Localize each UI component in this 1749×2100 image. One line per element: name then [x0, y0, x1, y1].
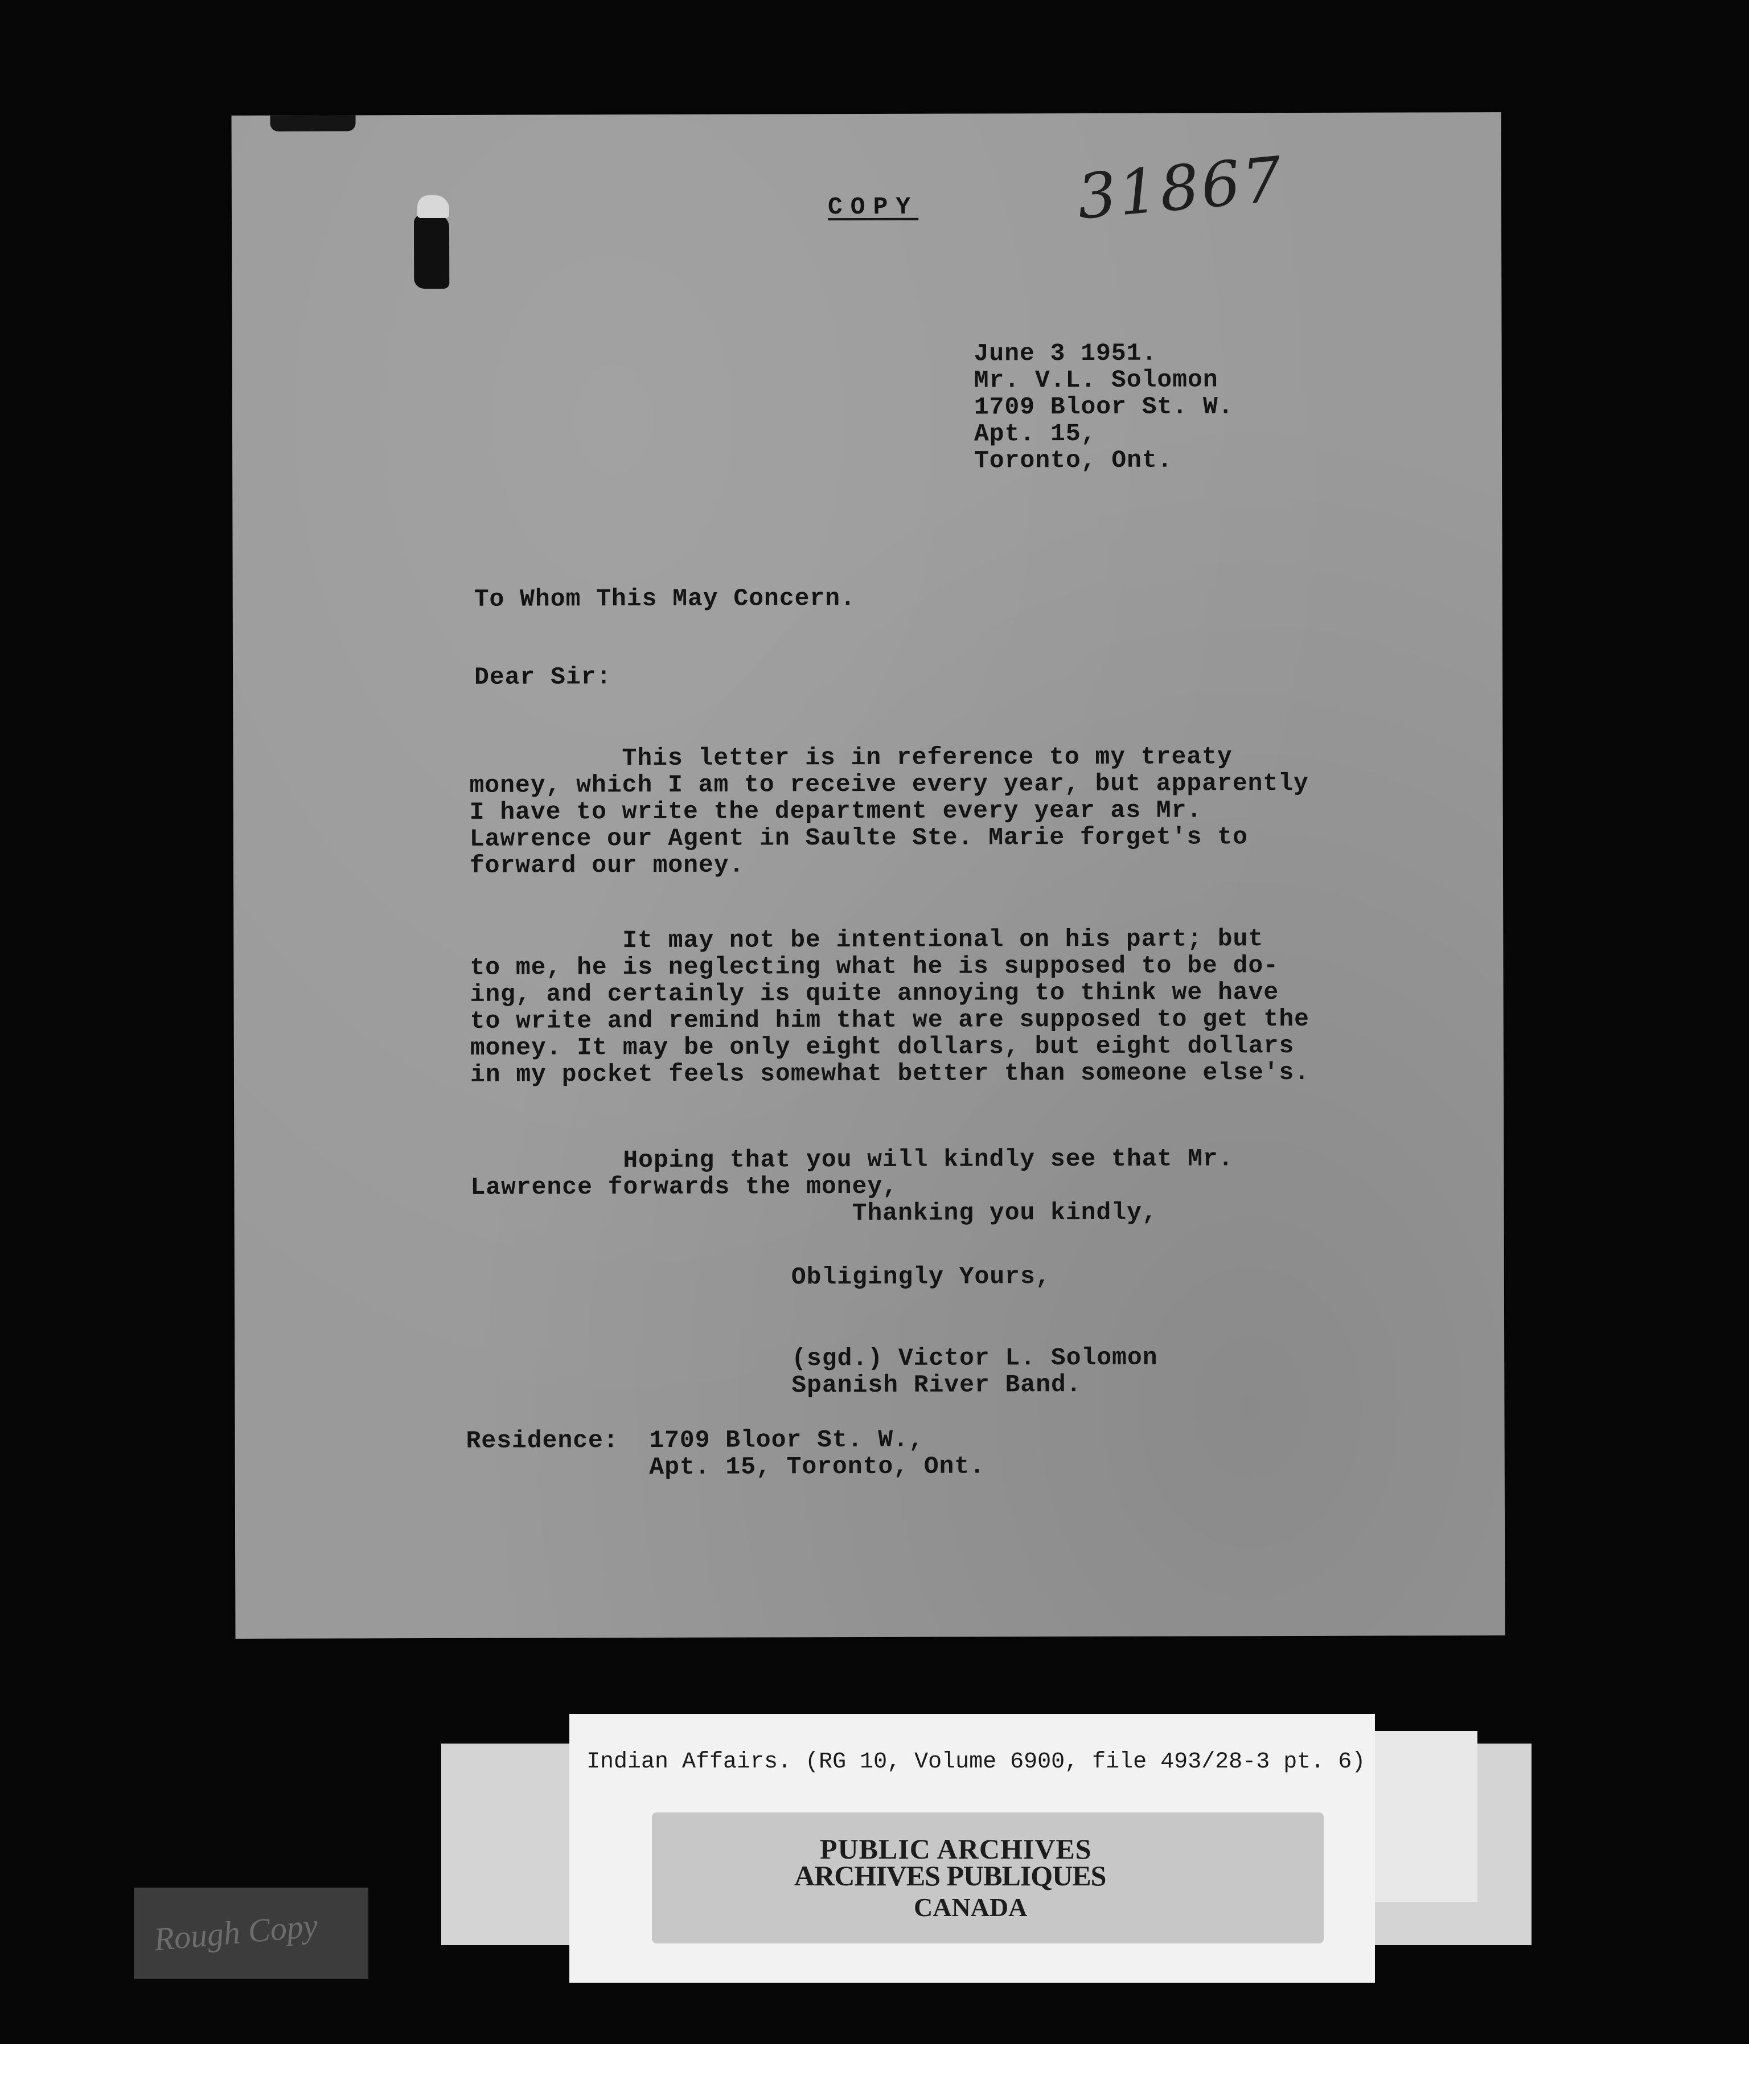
salutation: Dear Sir:: [474, 663, 612, 691]
letter-date: June 3 1951.: [974, 339, 1157, 368]
archive-label-tab: [1375, 1731, 1477, 1902]
stamp-line-archives-publiques: ARCHIVES PUBLIQUES: [794, 1860, 1106, 1892]
pin-hole-mark: [414, 215, 449, 289]
paragraph-3: Hoping that you will kindly see that Mr. Lawrence forwards the money, Thanking you kindly,: [470, 1145, 1234, 1228]
paragraph-2: It may not be intentional on his part; but to me, he is neglecting what he is supposed to be do- ing, and certainly is quite annoying to think we have to write and remind him that we are supposed to get the money. It may be only eight dollars, but eight dollars in my pocket feels somewhat better than someone else's.: [470, 925, 1310, 1089]
sender-city: Toronto, Ont.: [974, 446, 1173, 475]
handwritten-file-number: 31867: [1074, 143, 1287, 233]
sender-name: Mr. V.L. Solomon: [974, 366, 1218, 395]
signature-block: (sgd.) Victor L. Solomon Spanish River Band.: [791, 1343, 1158, 1400]
date-and-sender-address: [974, 339, 1234, 474]
sender-street: 1709 Bloor St. W.: [974, 392, 1234, 421]
archive-source-reference: Indian Affairs. (RG 10, Volume 6900, file 493/28-3 pt. 6): [586, 1749, 1366, 1775]
addressee-line: To Whom This May Concern.: [474, 584, 856, 613]
sender-apartment: Apt. 15,: [974, 419, 1097, 448]
paragraph-1: This letter is in reference to my treaty money, which I am to receive every year, but apparently I have to write the department every year as Mr. Lawrence our Agent in Saulte Ste. Marie forget's to forward our money.: [469, 743, 1309, 880]
top-edge-mark: [270, 115, 356, 131]
letter-page: [232, 112, 1505, 1639]
rough-copy-text: Rough Copy: [152, 1906, 319, 1958]
residence-block: Residence: 1709 Bloor St. W., Apt. 15, Toronto, Ont.: [466, 1425, 986, 1482]
closing: Obligingly Yours,: [791, 1262, 1051, 1291]
copy-heading: COPY: [827, 192, 919, 222]
stamp-line-canada: CANADA: [914, 1893, 1028, 1922]
stamp-line-public-archives: PUBLIC ARCHIVES: [820, 1833, 1092, 1865]
